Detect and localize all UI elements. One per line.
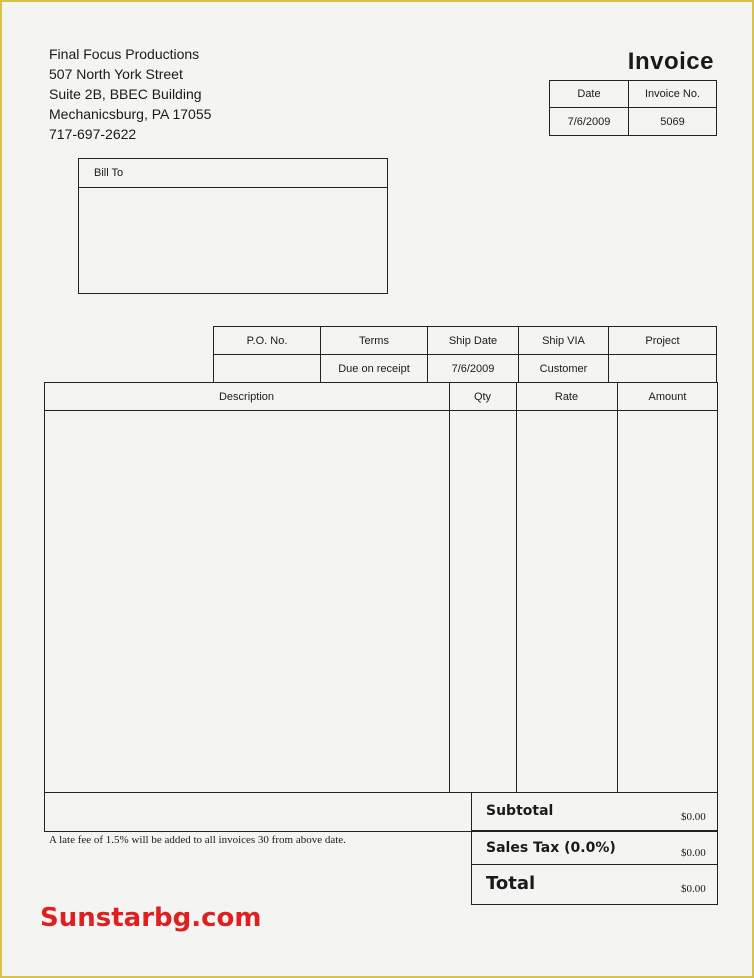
qty-column-divider <box>449 382 450 792</box>
date-header: Date <box>550 81 629 108</box>
bill-to-header <box>79 159 387 188</box>
invoice-header-table <box>549 80 717 136</box>
description-header: Description <box>218 391 275 403</box>
total-value: $0.00 <box>681 883 706 895</box>
company-block <box>49 44 211 144</box>
late-fee-note: A late fee of 1.5% will be added to all invoices 30 from above date. <box>49 834 346 846</box>
bill-to-box <box>78 158 388 294</box>
invoice-no-value: 5069 <box>629 108 717 136</box>
date-value: 7/6/2009 <box>550 108 629 136</box>
watermark-text: Sunstarbg.com <box>40 903 262 933</box>
po-no-value <box>214 355 321 383</box>
company-phone: 717-697-2622 <box>49 126 137 142</box>
company-city-state-zip: Mechanicsburg, PA 17055 <box>49 106 212 122</box>
totals-divider-2 <box>471 864 718 865</box>
rate-column-divider <box>516 382 517 792</box>
ship-via-header: Ship VIA <box>519 327 609 355</box>
terms-header: Terms <box>321 327 428 355</box>
sales-tax-label: Sales Tax (0.0%) <box>486 840 616 856</box>
amount-column-divider <box>617 382 618 792</box>
invoice-title: Invoice <box>627 48 714 75</box>
ship-via-value: Customer <box>519 355 609 383</box>
company-address-2: Suite 2B, BBEC Building <box>49 86 202 102</box>
company-name: Final Focus Productions <box>49 46 200 62</box>
po-no-header: P.O. No. <box>214 327 321 355</box>
project-header: Project <box>609 327 717 355</box>
rate-header: Rate <box>554 391 579 403</box>
terms-value: Due on receipt <box>321 355 428 383</box>
sales-tax-value: $0.00 <box>681 847 706 859</box>
ship-date-value: 7/6/2009 <box>428 355 519 383</box>
bill-to-label: Bill To <box>94 167 124 179</box>
ship-date-header: Ship Date <box>428 327 519 355</box>
totals-divider-1 <box>471 830 718 831</box>
project-value <box>609 355 717 383</box>
company-address-1: 507 North York Street <box>49 66 183 82</box>
subtotal-label: Subtotal <box>486 803 554 819</box>
invoice-no-header: Invoice No. <box>629 81 717 108</box>
subtotal-value: $0.00 <box>681 811 706 823</box>
order-info-table <box>213 326 717 383</box>
qty-header: Qty <box>473 391 492 403</box>
amount-header: Amount <box>648 391 687 403</box>
total-label: Total <box>486 873 536 894</box>
